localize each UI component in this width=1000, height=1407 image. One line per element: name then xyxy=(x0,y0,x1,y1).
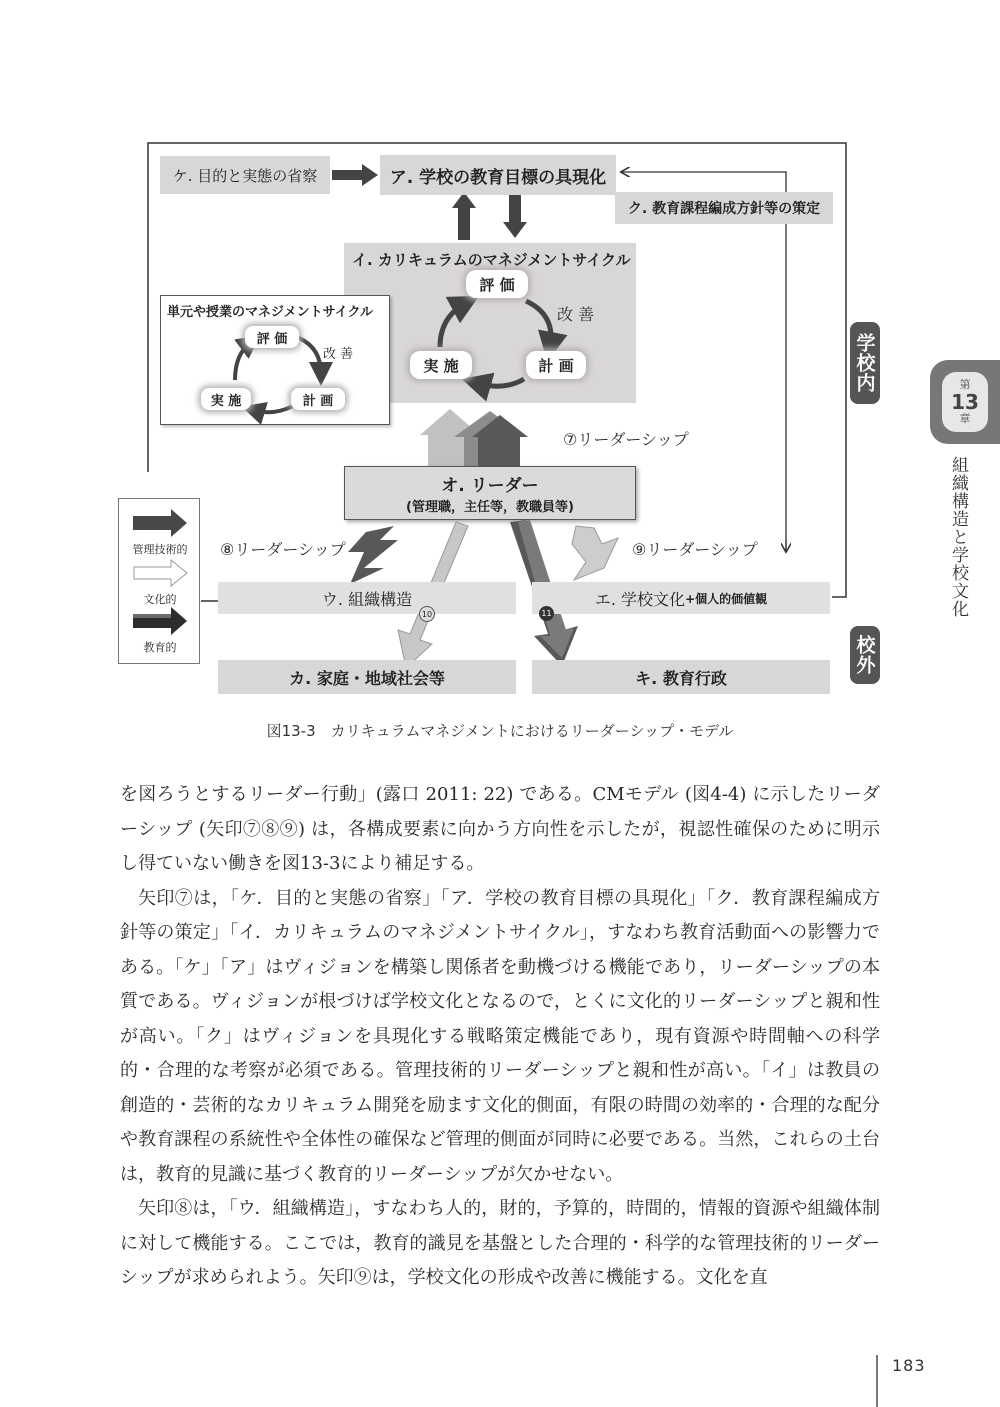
page-number: 183 xyxy=(892,1356,926,1375)
box-ke: ケ. 目的と実態の省察 xyxy=(160,156,330,194)
chapter-tab xyxy=(930,360,1000,444)
legend-cultural-label: 文化的 xyxy=(143,593,177,606)
box-e-small: +個人的価値観 xyxy=(685,591,768,606)
unit-cycle-evaluate: 評 価 xyxy=(245,326,299,348)
cycle-improve: 改 善 xyxy=(557,305,595,324)
legend-cultural-arrow xyxy=(133,559,189,587)
box-a: ア. 学校の教育目標の具現化 xyxy=(380,155,616,195)
box-ka: カ. 家庭・地域社会等 xyxy=(218,660,516,694)
cycle-implement: 実 施 xyxy=(410,351,472,379)
unit-cycle-arrows xyxy=(161,296,391,426)
box-i-title: イ. カリキュラムのマネジメントサイクル xyxy=(352,251,631,269)
box-e xyxy=(532,582,830,614)
box-u: ウ. 組織構造 xyxy=(218,582,516,614)
box-ki: キ. 教育行政 xyxy=(532,660,830,694)
legend-technical-arrow xyxy=(133,509,189,537)
box-ku: ク. 教育課程編成方針等の策定 xyxy=(615,192,833,224)
cycle-plan: 計 画 xyxy=(526,351,586,379)
box-o-title: オ. リーダー xyxy=(441,476,539,496)
paragraph-2: 矢印⑦は，「ケ．目的と実態の省察」「ア．学校の教育目標の具現化」「ク．教育課程編成方針等の策定」「イ．カリキュラムのマネジメントサイクル」，すなわち教育活動面への影響力である。「ケ」「ア」はヴィジョンを構築し関係者を動機づける機能であり，リーダーシップの本質である。ヴィジョンが根づけば学校文化となるので，とくに文化的リーダーシップと親和性が高い。「ク」はヴィジョンを具現化する戦略策定機能であり，現有資源や時間軸への科学的・合理的な考察が必須である。管理技術的リーダーシップと親和性が高い。「イ」は教員の創造的・芸術的なカリキュラム開発を励ます文化的側面，有限の時間の効率的・合理的な配分や教育課程の系統性や全体性の確保など管理的側面が同時に必要である。当然，これらの土台は，教育的見識に基づく教育的リーダーシップが欠かせない。 xyxy=(120,887,880,1185)
leadership9-label: ⑨リーダーシップ xyxy=(632,540,758,559)
circle-11: 11 xyxy=(539,606,554,621)
unit-cycle-plan: 計 画 xyxy=(291,388,345,410)
legend-educational-arrow xyxy=(133,607,189,635)
unit-cycle-title: 単元や授業のマネジメントサイクル xyxy=(167,305,374,320)
box-o xyxy=(344,466,636,520)
chapter-badge xyxy=(942,372,988,432)
cycle-evaluate: 評 価 xyxy=(466,270,528,298)
page-number-rule xyxy=(876,1355,878,1407)
box-e-main: エ. 学校文化 xyxy=(594,589,686,609)
leadership7-label: ⑦リーダーシップ xyxy=(563,430,689,449)
school-inside-label: 学校内 xyxy=(850,322,880,404)
legend-educational-label: 教育的 xyxy=(143,641,177,654)
unit-cycle-implement: 実 施 xyxy=(201,388,251,410)
school-outside-label: 校外 xyxy=(850,626,880,684)
circle-10: 10 xyxy=(419,606,435,622)
box-o-sub: (管理職，主任等，教職員等) xyxy=(406,500,574,515)
chapter-prefix: 第 xyxy=(959,377,971,391)
figure-caption: 図13-3 カリキュラムマネジメントにおけるリーダーシップ・モデル xyxy=(266,722,734,740)
leadership8-label: ⑧リーダーシップ xyxy=(220,540,346,559)
unit-cycle-improve: 改 善 xyxy=(323,347,354,362)
side-title: 組織構造と学校文化 xyxy=(948,456,968,618)
chapter-suffix: 章 xyxy=(959,412,971,425)
unit-cycle-box xyxy=(160,295,390,425)
body-text xyxy=(120,778,880,1296)
legend-technical-label: 管理技術的 xyxy=(132,543,188,556)
leadership7-arrows xyxy=(420,405,560,469)
legend xyxy=(118,498,200,664)
paragraph-3: 矢印⑧は，「ウ．組織構造」，すなわち人的，財的，予算的，時間的，情報的資源や組織体制に対して機能する。ここでは，教育的識見を基盤とした合理的・科学的な管理技術的リーダーシップが求められよう。矢印⑨は，学校文化の形成や改善に機能する。文化を直 xyxy=(120,1198,880,1288)
paragraph-1: を図ろうとするリーダー行動」(露口 2011: 22) である。CMモデル (図4-4) に示したリーダーシップ (矢印⑦⑧⑨) は，各構成要素に向かう方向性を示したが，視認性確保のために明示し得ていない働きを図13-3により補足する。 xyxy=(120,784,880,874)
chapter-number: 13 xyxy=(951,390,979,414)
